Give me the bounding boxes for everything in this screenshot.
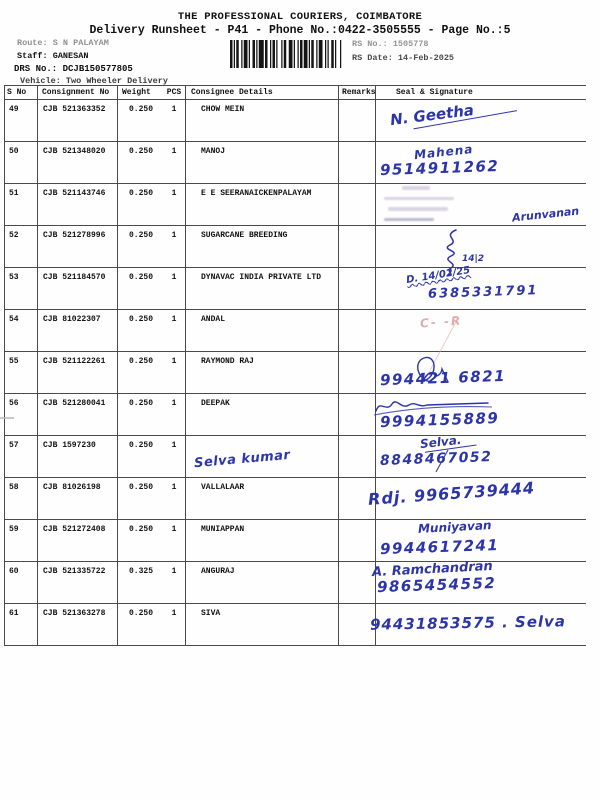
staff-field [17, 51, 88, 61]
table-row [5, 520, 586, 562]
route-label: Route: [17, 38, 48, 48]
cell-weight: 0.250 [129, 441, 154, 450]
cell-sno: 56 [5, 394, 38, 435]
cell-remarks [339, 436, 376, 477]
table-body [5, 100, 586, 646]
table-row [5, 310, 586, 352]
cell-pcs: 1 [163, 226, 186, 267]
cell-seal-signature [376, 394, 586, 435]
cell-consignment-no: CJB 521335722 [38, 562, 118, 603]
cell-pcs: 1 [163, 520, 186, 561]
cell-sno: 51 [5, 184, 38, 225]
cell-consignee-details [186, 436, 339, 477]
cell-consignment-no: CJB 521143746 [38, 184, 118, 225]
cell-weight: 0.250 [129, 105, 154, 114]
handwritten-signature: Muniyavan [417, 518, 492, 536]
scan-artifact [0, 417, 14, 419]
cell-consignment-no: CJB 521280041 [38, 394, 118, 435]
cell-pcs: 1 [163, 394, 186, 435]
cell-consignment-no: CJB 81026198 [38, 478, 118, 519]
cell-remarks [339, 142, 376, 183]
cell-consignee-details: DYNAVAC INDIA PRIVATE LTD [186, 268, 339, 309]
cell-sno: 54 [5, 310, 38, 351]
cell-remarks [339, 562, 376, 603]
cell-sno: 58 [5, 478, 38, 519]
cell-seal-signature [376, 432, 586, 477]
cell-weight: 0.250 [129, 231, 154, 240]
route-field [17, 38, 109, 48]
faded-stamp [384, 186, 464, 228]
handwritten-signature: Arunvanan [511, 204, 580, 225]
handwritten-phone-number: 9865454552 [376, 573, 497, 597]
cell-weight: 0.250 [129, 399, 154, 408]
cell-weight: 0.250 [129, 189, 154, 198]
rs-no-value: 1505778 [392, 39, 429, 49]
drs-field [14, 64, 133, 74]
cell-consignee-details: VALLALAAR [186, 478, 339, 519]
cell-sno: 50 [5, 142, 38, 183]
signature-scribble-icon [410, 350, 460, 388]
cell-weight: 0.325 [129, 567, 154, 576]
cell-weight: 0.250 [129, 315, 154, 324]
cell-weight: 0.250 [129, 609, 154, 618]
col-header-seal: Seal & Signature [396, 88, 473, 97]
cell-seal-signature [376, 352, 586, 393]
signature-scribble-icon [370, 395, 520, 419]
table-row [5, 265, 586, 310]
cell-pcs: 1 [163, 100, 186, 141]
cell-seal-signature [369, 604, 586, 645]
col-header-sno: S No [5, 86, 38, 99]
handwritten-signature: N. Geetha [389, 100, 475, 130]
cell-sno: 55 [5, 352, 38, 393]
col-header-consignment: Consignment No [38, 86, 118, 99]
table-row [5, 478, 586, 520]
cell-pcs: 1 [163, 352, 186, 393]
cell-seal-signature [367, 478, 586, 519]
table-row [5, 604, 586, 646]
handwritten-signature: 14|2 [462, 254, 485, 264]
rs-no-field [352, 39, 429, 49]
cell-sno: 57 [5, 436, 38, 477]
cell-consignee-details: ANGURAJ [186, 562, 339, 603]
cell-consignee-details: DEEPAK [186, 394, 339, 435]
cell-seal-signature [376, 100, 586, 141]
handwritten-signature: Selva. [419, 432, 462, 452]
cell-pcs: 1 [163, 310, 186, 351]
company-title: THE PROFESSIONAL COURIERS, COIMBATORE [177, 11, 423, 23]
cell-seal-signature [376, 310, 586, 351]
table-row [5, 142, 586, 184]
cell-consignment-no: CJB 521363352 [38, 100, 118, 141]
table-row [5, 184, 586, 226]
cell-pcs: 1 [163, 478, 186, 519]
route-value: S N PALAYAM [52, 38, 109, 48]
handwritten-signature: C- -R [419, 313, 463, 331]
cell-weight: 0.250 [129, 357, 154, 366]
cell-remarks [339, 268, 376, 309]
cell-pcs: 1 [163, 604, 186, 645]
cell-consignee-details: CHOW MEIN [186, 100, 339, 141]
staff-value: GANESAN [52, 51, 89, 61]
handwritten-signature: Mahena [413, 141, 474, 163]
handwritten-signature: Rdj. 9965739444 [367, 478, 536, 509]
staff-label: Staff: [17, 51, 48, 61]
cell-consignee-details: MUNIAPPAN [186, 520, 339, 561]
cell-pcs: 1 [163, 268, 186, 309]
cell-consignment-no: CJB 521122261 [38, 352, 118, 393]
handwritten-phone-number: 994421 6821 [379, 366, 507, 390]
table-row [5, 100, 586, 142]
vehicle-value: Two Wheeler Delivery [65, 76, 168, 86]
handwritten-phone-number: 6385331791 [427, 283, 539, 302]
cell-consignment-no: CJB 521348020 [38, 142, 118, 183]
cell-consignment-no: CJB 521184570 [38, 268, 118, 309]
handwritten-phone-number: 9994155889 [379, 408, 500, 432]
cell-remarks [339, 352, 376, 393]
cell-seal-signature [376, 142, 586, 183]
cell-sno: 49 [5, 100, 38, 141]
cell-pcs: 1 [163, 184, 186, 225]
table-row [5, 394, 586, 436]
cell-seal-signature [376, 520, 586, 561]
cell-sno: 59 [5, 520, 38, 561]
cell-consignment-no: CJB 521278996 [38, 226, 118, 267]
handwritten-signature: D. 14/02/25 [405, 265, 472, 286]
cell-pcs: 1 [163, 436, 186, 477]
handwritten-phone-number: 9944617241 [379, 535, 500, 559]
cell-seal-signature [376, 265, 586, 309]
cell-consignee-details: RAYMOND RAJ [186, 352, 339, 393]
cell-remarks [339, 520, 376, 561]
handwritten-phone-number: 8848467052 [379, 449, 493, 469]
drs-value: DCJB150577805 [62, 64, 133, 74]
cell-seal-signature [376, 226, 586, 267]
col-header-pcs: PCS [163, 86, 186, 99]
cell-consignment-no: CJB 521363278 [38, 604, 118, 645]
cell-consignee-details: ANDAL [186, 310, 339, 351]
vehicle-label: Vehicle: [20, 76, 61, 86]
cell-pcs: 1 [163, 562, 186, 603]
runsheet-subtitle: Delivery Runsheet - P41 - Phone No.:0422-3505555 - Page No.:5 [89, 24, 511, 37]
cell-consignee-details: MANOJ [186, 142, 339, 183]
handwritten-signature: A. Ramchandran [371, 558, 494, 581]
cell-consignee-details: E E SEERANAICKENPALAYAM [186, 184, 339, 225]
cell-pcs: 1 [163, 142, 186, 183]
cell-remarks [339, 184, 376, 225]
col-header-consignee: Consignee Details [186, 86, 339, 99]
table-row [5, 432, 586, 478]
cell-weight: 0.250 [129, 483, 154, 492]
cell-weight: 0.250 [129, 273, 154, 282]
rs-no-label: RS No.: [352, 39, 388, 49]
cell-consignment-no: CJB 1597230 [38, 436, 118, 477]
cell-sno: 52 [5, 226, 38, 267]
cell-sno: 53 [5, 268, 38, 309]
cell-sno: 60 [5, 562, 38, 603]
cell-consignee-details: SIVA [186, 604, 339, 645]
handwritten-signature: 94431853575 . Selva [369, 612, 567, 634]
cell-sno: 61 [5, 604, 38, 645]
cell-consignment-no: CJB 81022307 [38, 310, 118, 351]
table-row [5, 558, 586, 604]
handwritten-phone-number: 9514911262 [379, 156, 500, 180]
cell-weight: 0.250 [129, 525, 154, 534]
col-header-remarks: Remarks [339, 86, 376, 99]
table-row [5, 352, 586, 394]
cell-weight: 0.250 [129, 147, 154, 156]
rs-date-value: 14-Feb-2025 [397, 53, 455, 63]
barcode-icon [230, 40, 345, 68]
cell-seal-signature [376, 184, 586, 225]
rs-date-field [352, 53, 454, 63]
cell-consignment-no: CJB 521272408 [38, 520, 118, 561]
cell-remarks [339, 226, 376, 267]
table-header-row [5, 86, 586, 100]
rs-date-label: RS Date: [352, 53, 393, 63]
cell-seal-signature [371, 558, 586, 603]
handwritten-consignee-note: Selva kumar [193, 447, 292, 472]
table-row [5, 226, 586, 268]
drs-label: DRS No.: [14, 64, 58, 74]
cell-remarks [339, 310, 376, 351]
cell-consignee-details: SUGARCANE BREEDING [186, 226, 339, 267]
cell-remarks [339, 100, 376, 141]
stray-pen-line-icon [434, 448, 450, 474]
runsheet-table [4, 85, 586, 646]
col-header-weight: Weight [122, 88, 151, 97]
